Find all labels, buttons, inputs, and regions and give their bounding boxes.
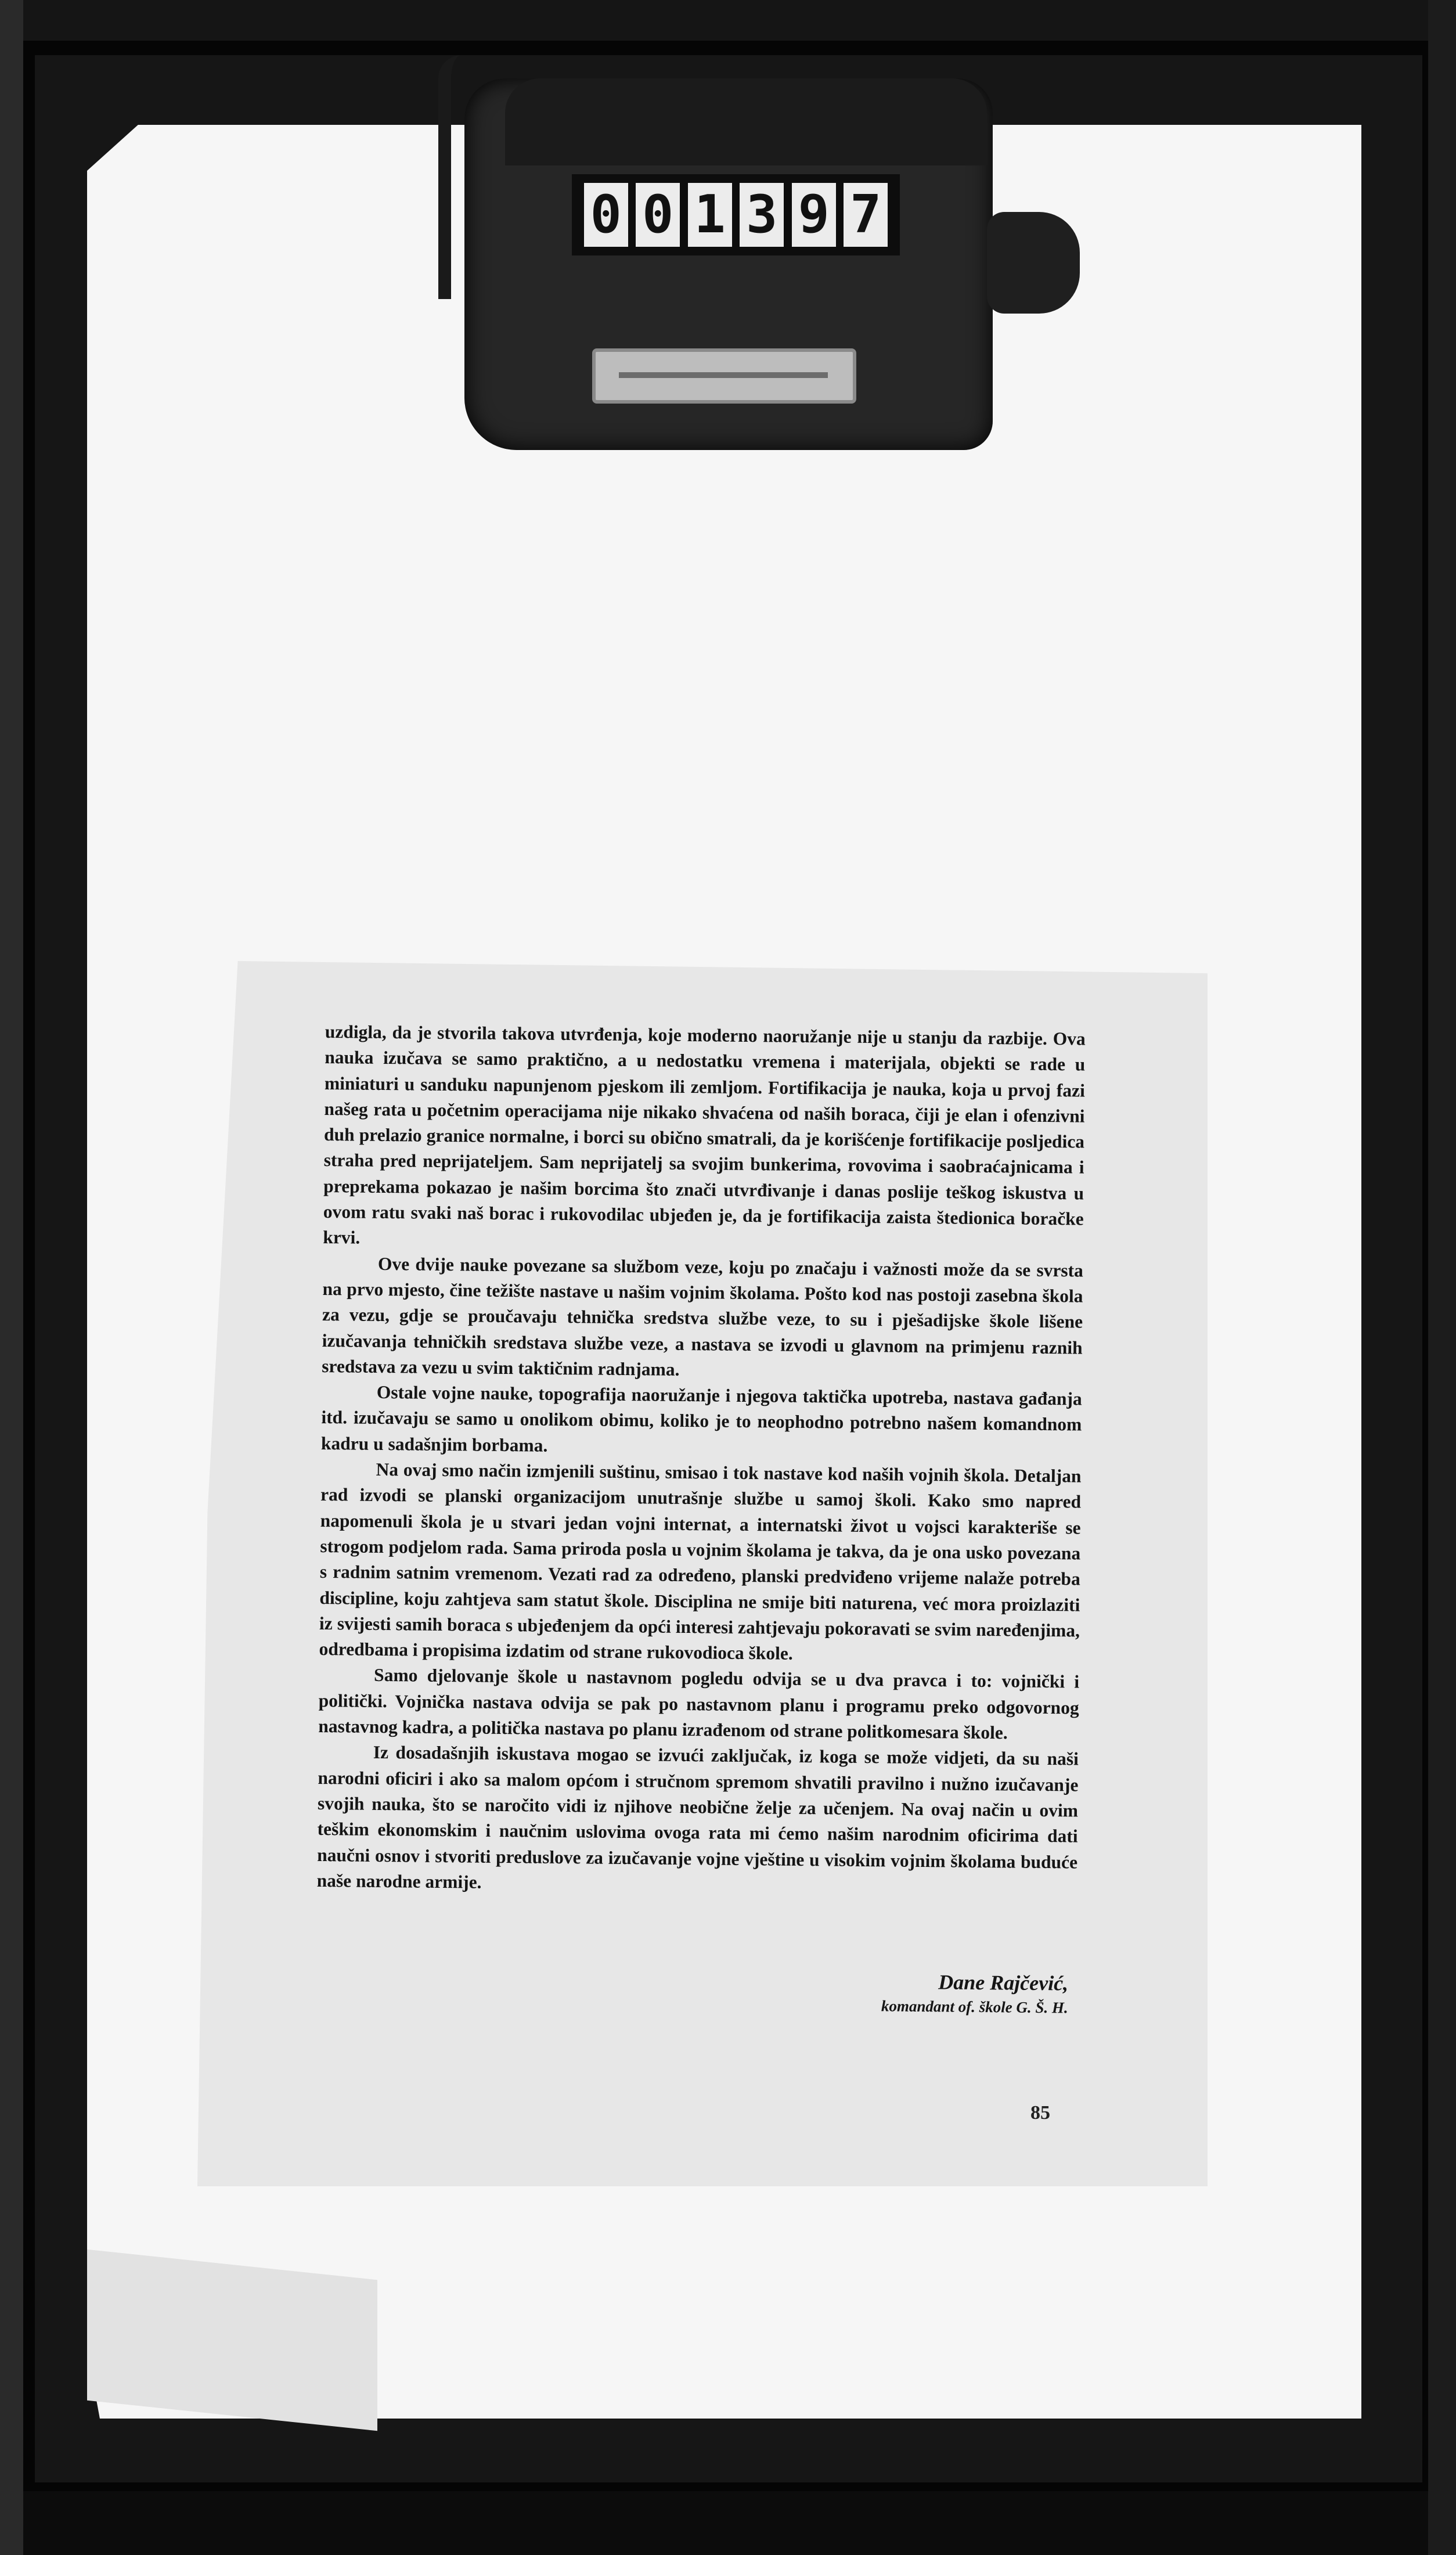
paragraph: Ostale vojne nauke, topografija naoružanje i njegova taktička upotreba, nastava gađanja itd. izučavaju se samo u onolikom obimu, koliko je to neophodno potrebno našem komandnom kadru u sadašnjim borbama. [320, 1382, 1082, 1456]
counter-digit: 1 [688, 183, 732, 247]
counter-digit: 9 [792, 183, 836, 247]
paragraph: Samo djelovanje škole u nastavnom pogledu odvija se u dva pravca i to: vojnički i politički. Vojnička nastava odvija se pak po nastavnom planu i programu preko odgovornog nastavnog kadra, a politička nastava po planu izrađenom od strane politkomesara škole. [318, 1665, 1080, 1743]
counter-digit: 0 [636, 183, 680, 247]
counter-nameplate [592, 348, 856, 404]
film-edge-left [0, 0, 23, 2555]
paragraph: Na ovaj smo način izmjenili suštinu, smisao i tok nastave kod naših vojnih škola. Detaljan rad izvodi se planski organizacijom unutrašnje službe u samoj školi. Kako smo napred napomenuli škola je u stvari jedan vojni internat, a internatski život u vojsci karakteriše se strogom podjelom rada. Sama priroda posla u vojnim školama je takva, da je ona usko povezana s radnim satnim vremenom. Vezati rad za određeno, planski predviđeno vrijeme nalaže potreba discipline, koju zahtjeva sam statut škole. Disciplina ne smije biti naturena, već mora proizlaziti iz svijesti samih boraca s ubjeđenjem da opći interesi zahtjevaju pokoravati se svim naređenjima, odredbama i propisima izdatim od strane rukovodioca škole. [319, 1459, 1082, 1664]
film-edge-top [0, 0, 1456, 41]
frame-counter-display [572, 174, 900, 256]
signature-title: komandant of. škole G. Š. H. [881, 1997, 1068, 2017]
page-number: 85 [1030, 2102, 1050, 2124]
document-body [317, 1019, 1086, 1901]
counter-digit: 7 [844, 183, 888, 247]
paragraph: Ove dvije nauke povezane sa službom veze, koju po značaju i važnosti može da se svrsta na prvo mjesto, čine težište nastave u našim vojnim školama. Pošto kod nas postoji zasebna škola za vezu, gdje se proučavaju tehnička sredstva službe veze, to su i pješadijske škole lišene izučavanja tehničkih sredstava službe veze, a nastava se izvodi u glavnom na primjenu raznih sredstava za vezu u svim taktičnim radnjama. [322, 1253, 1084, 1380]
mount-card-shade [87, 2250, 377, 2431]
frame-counter-knob [987, 212, 1080, 314]
counter-digit: 0 [584, 183, 628, 247]
film-edge-bottom [0, 2491, 1456, 2555]
signature-block [766, 1967, 1069, 2019]
signature-name: Dane Rajčević, [938, 1970, 1069, 1995]
film-edge-right [1428, 0, 1456, 2555]
paragraph: Iz dosadašnjih iskustava mogao se izvući zaključak, iz koga se može vidjeti, da su naši narodni oficiri i ako sa malom općom i stručnom spremom shvatili pravilno i nužno izučavanje svojih nauka, što se naročito vidi iz njihove neobične želje za učenjem. Na ovaj način u ovim teškim ekonomskim i naučnim uslovima ovoga rata mi ćemo našim narodnim oficirima dati naučni osnov i stvoriti preduslove za izučavanje vojne vještine u visokim vojnim školama buduće naše narodne armije. [316, 1742, 1079, 1892]
counter-digit: 3 [740, 183, 784, 247]
frame-counter-top [505, 78, 987, 165]
paragraph: uzdigla, da je stvorila takova utvrđenja, koje moderno naoružanje nije u stanju da razbije. Ova nauka izučava se samo praktično, a u nedostatku vremena i materijala, objekti se rade u miniaturi u sanduku napunjenom pjeskom ili zemljom. Fortifikacija je nauka, koja u prvoj fazi našeg rata u početnim operacijama nije nikako shvaćena od naših boraca, čiji je elan i ofenzivni duh prelazio granice normalne, i borci su obično smatrali, da je korišćenje fortifikacije posljedica straha pred neprijateljem. Sam neprijatelj sa svojim bunkerima, rovovima i saobraćajnicama i preprekama pokazao je našim borcima što znači utvrđivanje i danas poslije teškog iskustva u ovom ratu svaki naš borac i rukovodilac ubjeđen je, da je fortifikacija zaista štedionica boračke krvi. [323, 1021, 1086, 1248]
